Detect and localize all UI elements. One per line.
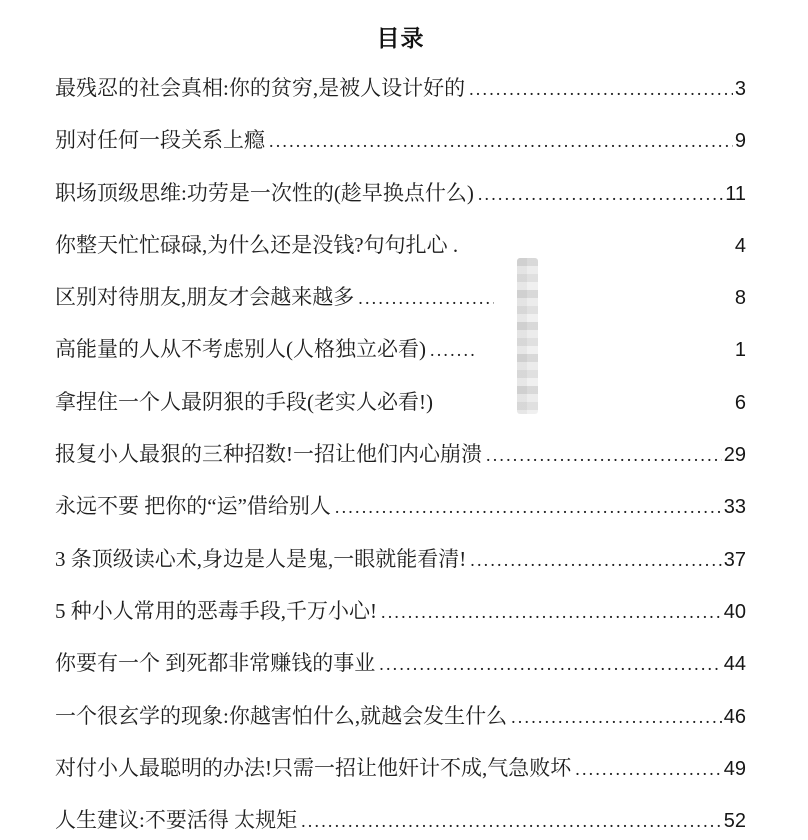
toc-entry-title: 高能量的人从不考虑别人(人格独立必看) xyxy=(55,337,426,362)
page-number: 29 xyxy=(723,444,746,467)
toc-entry[interactable] xyxy=(55,220,746,272)
page-number: 4 xyxy=(734,234,746,257)
toc-entry[interactable] xyxy=(55,638,746,690)
page-number: 40 xyxy=(723,600,746,623)
toc-entry[interactable] xyxy=(55,272,746,324)
toc-entry[interactable] xyxy=(55,481,746,533)
page-title: 目录 xyxy=(376,26,425,51)
toc-entry[interactable] xyxy=(55,115,746,167)
dot-leader xyxy=(433,391,437,416)
page-number: 9 xyxy=(734,130,746,153)
toc-entry-title: 一个很玄学的现象:你越害怕什么,就越会发生什么 xyxy=(55,703,508,728)
toc-entry[interactable] xyxy=(55,743,746,795)
toc-entry-title: 别对任何一段关系上瘾 xyxy=(55,128,265,153)
page-number: 6 xyxy=(734,391,746,414)
page-number: 37 xyxy=(723,548,746,571)
dot-leader xyxy=(466,548,722,573)
dot-leader xyxy=(331,495,722,520)
dot-leader xyxy=(458,234,462,259)
toc-entry-title: 永远不要 把你的“运”借给别人 xyxy=(55,494,331,519)
dot-leader xyxy=(507,705,722,730)
toc-entry-title: 你要有一个 到死都非常赚钱的事业 xyxy=(55,651,376,676)
toc-entry-title: 职场顶级思维:功劳是一次性的(趁早换点什么) xyxy=(55,180,474,205)
toc-entry[interactable] xyxy=(55,691,746,743)
toc-entry-title: 报复小人最狠的三种招数!一招让他们内心崩溃 xyxy=(55,442,482,467)
toc-entry-title: 3 条顶级读心术,身边是人是鬼,一眼就能看清! xyxy=(55,546,467,571)
censor-mosaic-strip xyxy=(517,258,538,414)
dot-leader xyxy=(375,652,722,677)
page-number: 1 xyxy=(734,339,746,362)
toc-entry-title: 拿捏住一个人最阴狠的手段(老实人必看!) xyxy=(55,389,433,414)
dot-leader xyxy=(377,600,722,625)
toc-entry[interactable] xyxy=(55,429,746,481)
page-number: 44 xyxy=(723,653,746,676)
toc-entry[interactable] xyxy=(55,795,746,840)
page-number: 3 xyxy=(734,78,746,100)
page-number: 8 xyxy=(734,287,746,310)
dot-leader xyxy=(465,77,733,102)
toc-entry-title: 最残忍的社会真相:你的贫穷,是被人设计好的 xyxy=(55,76,466,100)
page-number: 52 xyxy=(723,810,746,833)
page-number: 11 xyxy=(725,182,746,205)
dot-leader xyxy=(571,757,722,782)
dot-leader xyxy=(297,809,722,834)
dot-leader xyxy=(426,338,476,363)
page-number: 46 xyxy=(723,705,746,728)
toc-entry-title: 对付小人最聪明的办法!只需一招让他奸计不成,气急败坏 xyxy=(55,755,572,780)
toc-entry[interactable] xyxy=(55,168,746,220)
toc-entry[interactable] xyxy=(55,534,746,586)
toc-entry[interactable] xyxy=(55,377,746,429)
toc-entry-title: 5 种小人常用的恶毒手段,千万小心! xyxy=(55,598,377,623)
dot-leader xyxy=(482,443,722,468)
page-number: 33 xyxy=(723,496,746,519)
toc-list xyxy=(55,63,746,840)
dot-leader xyxy=(354,286,494,311)
toc-entry[interactable] xyxy=(55,324,746,376)
toc-entry[interactable] xyxy=(55,586,746,638)
dot-leader xyxy=(474,182,723,207)
page-number: 49 xyxy=(723,757,746,780)
toc-entry-title: 人生建议:不要活得 太规矩 xyxy=(55,808,298,833)
toc-entry[interactable] xyxy=(55,63,746,115)
dot-leader xyxy=(265,129,733,154)
toc-entry-title: 区别对待朋友,朋友才会越来越多 xyxy=(55,285,355,310)
toc-entry-title: 你整天忙忙碌碌,为什么还是没钱?句句扎心 . xyxy=(55,232,459,257)
